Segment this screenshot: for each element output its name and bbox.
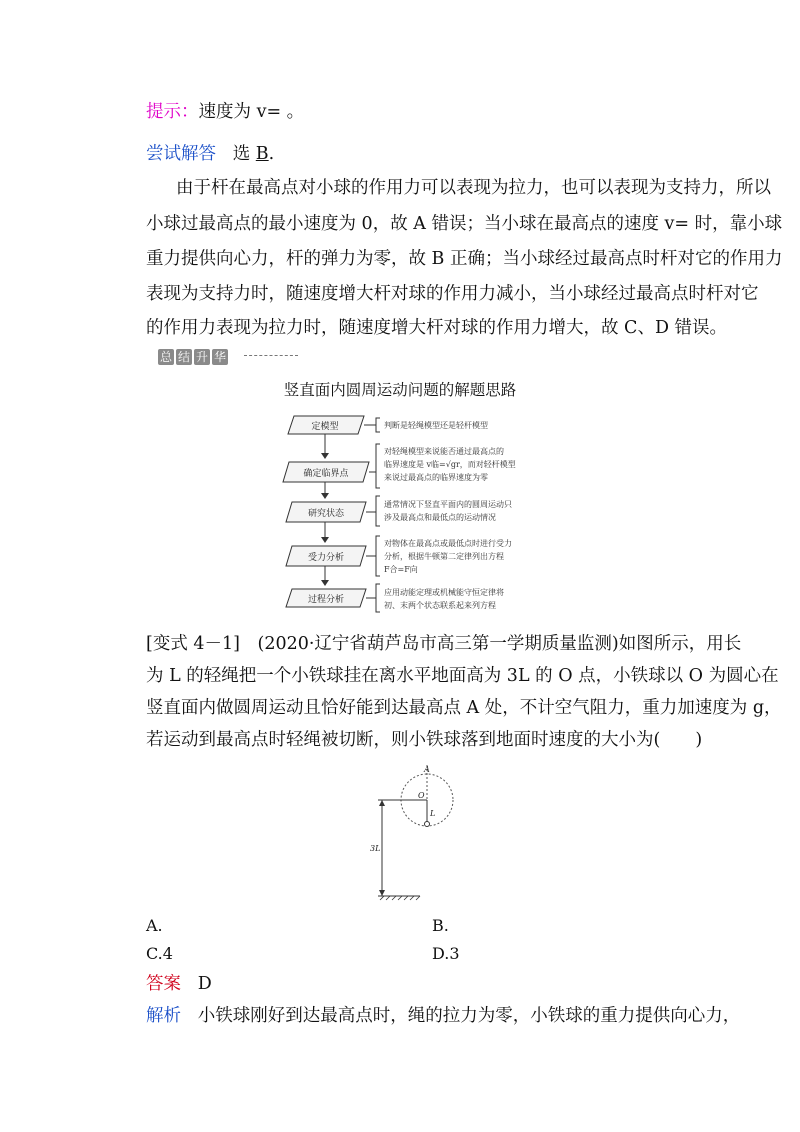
- answer-line: [146, 972, 212, 996]
- option-b: B.: [432, 916, 449, 935]
- attempt-answer: B: [255, 144, 269, 164]
- option-a: A.: [146, 916, 163, 935]
- summary-divider: [244, 355, 298, 356]
- label-A: A: [424, 765, 430, 774]
- summary-badge: 华: [213, 350, 226, 364]
- flow-step-desc: 分析，根据牛顿第二定律列出方程: [384, 552, 504, 561]
- flow-step-desc: 初、末两个状态联系起来列方程: [384, 601, 496, 610]
- attempt-pre: 选: [232, 144, 256, 164]
- flow-step-label: 确定临界点: [303, 469, 349, 479]
- answer-value: D: [197, 974, 212, 994]
- problem-line-2: 为 L 的轻绳把一个小铁球挂在离水平地面高为 3L 的 O 点，小铁球以 O 为圆心在: [146, 666, 779, 686]
- label-O: O: [418, 791, 425, 800]
- flow-step-desc: 通常情况下竖直平面内的圆周运动只: [384, 500, 512, 509]
- arrow-icon: [321, 537, 329, 543]
- summary-badge: 总: [159, 350, 172, 364]
- flow-step-desc: 应用动能定理或机械能守恒定律将: [384, 588, 504, 597]
- flow-step-label: 受力分析: [307, 553, 345, 563]
- label-height: 3L: [370, 844, 381, 853]
- label-L: L: [430, 809, 436, 818]
- attempt-post: .: [268, 144, 275, 164]
- problem-line-3: 竖直面内做圆周运动且恰好能到达最高点 A 处，不计空气阻力，重力加速度为 g，: [146, 698, 782, 718]
- problem-line-1: [变式 4－1] (2020·辽宁省葫芦岛市高三第一学期质量监测)如图所示，用长: [146, 634, 742, 654]
- answer-label: 答案: [146, 974, 181, 994]
- flow-step-desc: 对物体在最高点或最低点时进行受力: [384, 539, 512, 548]
- flowchart: [280, 408, 590, 613]
- paragraph-line-3: 重力提供向心力，杆的弹力为零，故 B 正确；当小球经过最高点时杆对它的作用力: [146, 249, 783, 269]
- arrow-icon: [321, 453, 329, 459]
- attempt-line: [146, 142, 274, 166]
- summary-header: [158, 346, 230, 365]
- hint-label: 提示：: [146, 102, 199, 122]
- summary-badge: 升: [195, 350, 208, 364]
- analysis-label: 解析: [146, 1006, 181, 1026]
- option-d: D.3: [432, 944, 460, 963]
- paragraph-line-5: 的作用力表现为拉力时，随速度增大杆对球的作用力增大，故 C、D 错误。: [146, 318, 728, 338]
- ball: [425, 822, 430, 827]
- hint-line: [146, 100, 304, 124]
- paragraph-line-4: 表现为支持力时，随速度增大杆对球的作用力减小，当小球经过最高点时杆对它: [146, 284, 759, 304]
- arrow-icon: [321, 493, 329, 499]
- flow-step-desc: 判断是轻绳模型还是轻杆模型: [384, 421, 488, 430]
- option-c: C.4: [146, 944, 173, 963]
- analysis-text: 小铁球刚好到达最高点时，绳的拉力为零，小铁球的重力提供向心力，: [197, 1006, 741, 1026]
- arrow-icon: [321, 580, 329, 586]
- flow-step-desc: 涉及最高点和最低点的运动情况: [384, 513, 496, 522]
- flow-step-desc: 临界速度是 v临=√gr，而对轻杆模型: [384, 460, 516, 469]
- pendulum-figure: [370, 760, 470, 905]
- analysis-line: [146, 1004, 740, 1028]
- flow-step-label: 定模型: [311, 422, 339, 432]
- attempt-label: 尝试解答: [146, 144, 216, 164]
- flow-step-desc: 来说过最高点的临界速度为零: [384, 473, 488, 482]
- paragraph-line-2: 小球过最高点的最小速度为 0，故 A 错误；当小球在最高点的速度 v= 时，靠小球: [146, 214, 783, 234]
- paragraph-line-1: 由于杆在最高点对小球的作用力可以表现为拉力，也可以表现为支持力，所以: [176, 178, 771, 198]
- flow-step-label: 研究状态: [307, 509, 345, 519]
- hint-text: 速度为 v= 。: [198, 102, 305, 122]
- flow-step-desc: F合=F向: [384, 565, 418, 574]
- flowchart-title: 竖直面内圆周运动问题的解题思路: [283, 381, 517, 399]
- summary-badge: 结: [177, 350, 190, 364]
- problem-line-4: 若运动到最高点时轻绳被切断，则小铁球落到地面时速度的大小为( ): [146, 730, 703, 750]
- flow-step-label: 过程分析: [307, 595, 345, 605]
- flow-step-desc: 对轻绳模型来说能否通过最高点的: [384, 447, 504, 456]
